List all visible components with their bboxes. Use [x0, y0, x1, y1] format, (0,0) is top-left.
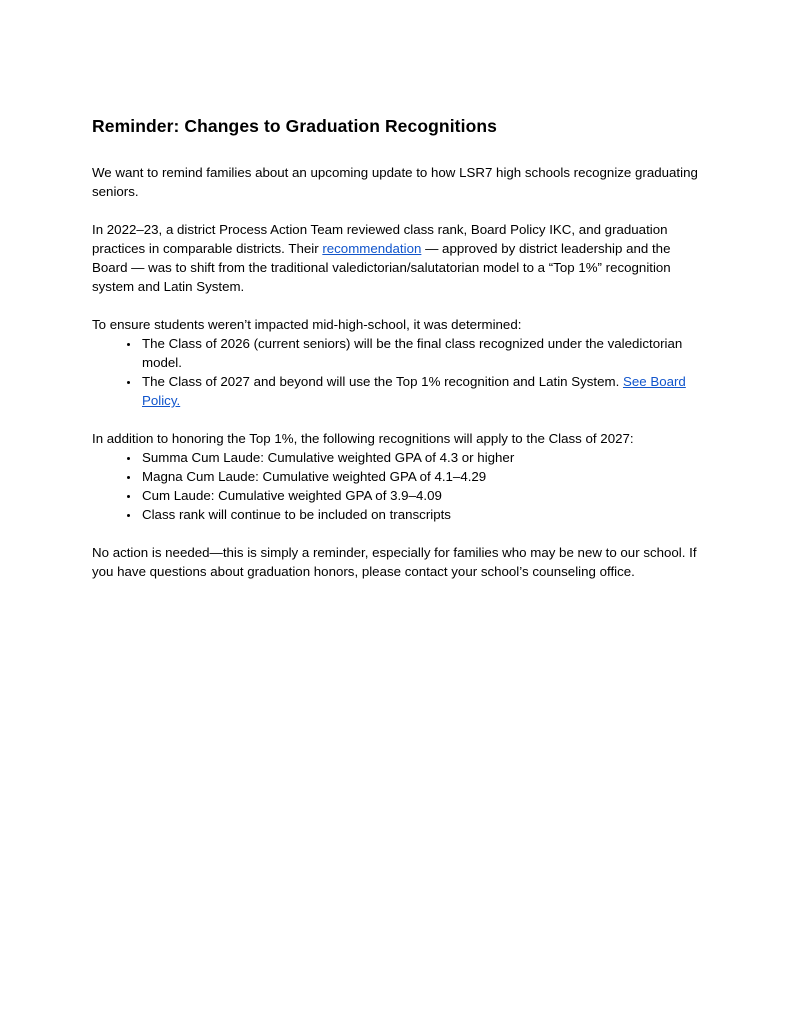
list-item [140, 448, 707, 467]
determined-intro [92, 315, 707, 334]
history-text-after-link: — approved by district leadership and the Board — was to shift from the traditional valedictorian/salutatorian model to a “Top 1%” recognition system and Latin System. [92, 241, 671, 294]
history-text-before-link: In 2022–23, a district Process Action Team reviewed class rank, Board Policy IKC, and graduation practices in comparable districts. Their [92, 222, 668, 256]
list-item-text: The Class of 2026 (current seniors) will be the final class recognized under the valedictorian model. [142, 336, 683, 370]
intro-paragraph [92, 163, 707, 201]
intro-text: We want to remind families about an upcoming update to how LSR7 high schools recognize graduating seniors. [92, 165, 698, 199]
page-title: Reminder: Changes to Graduation Recognitions [92, 116, 497, 136]
list-item-text: Summa Cum Laude: Cumulative weighted GPA of 4.3 or higher [142, 450, 515, 465]
determined-intro-text: To ensure students weren’t impacted mid-high-school, it was determined: [92, 317, 522, 332]
determined-list [92, 334, 707, 410]
recommendation-link[interactable]: recommendation [322, 241, 422, 256]
list-item-text: Class rank will continue to be included on transcripts [142, 507, 451, 522]
list-item [140, 467, 707, 486]
closing-paragraph [92, 543, 707, 581]
history-paragraph [92, 220, 707, 296]
list-item [140, 372, 707, 410]
list-item-text: Magna Cum Laude: Cumulative weighted GPA of 4.1–4.29 [142, 469, 487, 484]
recognitions-intro [92, 429, 707, 448]
recognitions-intro-text: In addition to honoring the Top 1%, the following recognitions will apply to the Class of 2027: [92, 431, 634, 446]
list-item [140, 486, 707, 505]
list-item-text: Cum Laude: Cumulative weighted GPA of 3.9–4.09 [142, 488, 442, 503]
list-item [140, 505, 707, 524]
list-item [140, 334, 707, 372]
closing-text: No action is needed—this is simply a reminder, especially for families who may be new to our school. If you have questions about graduation honors, please contact your school’s counseling office. [92, 545, 697, 579]
recognitions-list [92, 448, 707, 524]
list-item-text: The Class of 2027 and beyond will use the Top 1% recognition and Latin System. [142, 374, 623, 389]
board-policy-link[interactable]: See Board Policy. [142, 374, 686, 408]
